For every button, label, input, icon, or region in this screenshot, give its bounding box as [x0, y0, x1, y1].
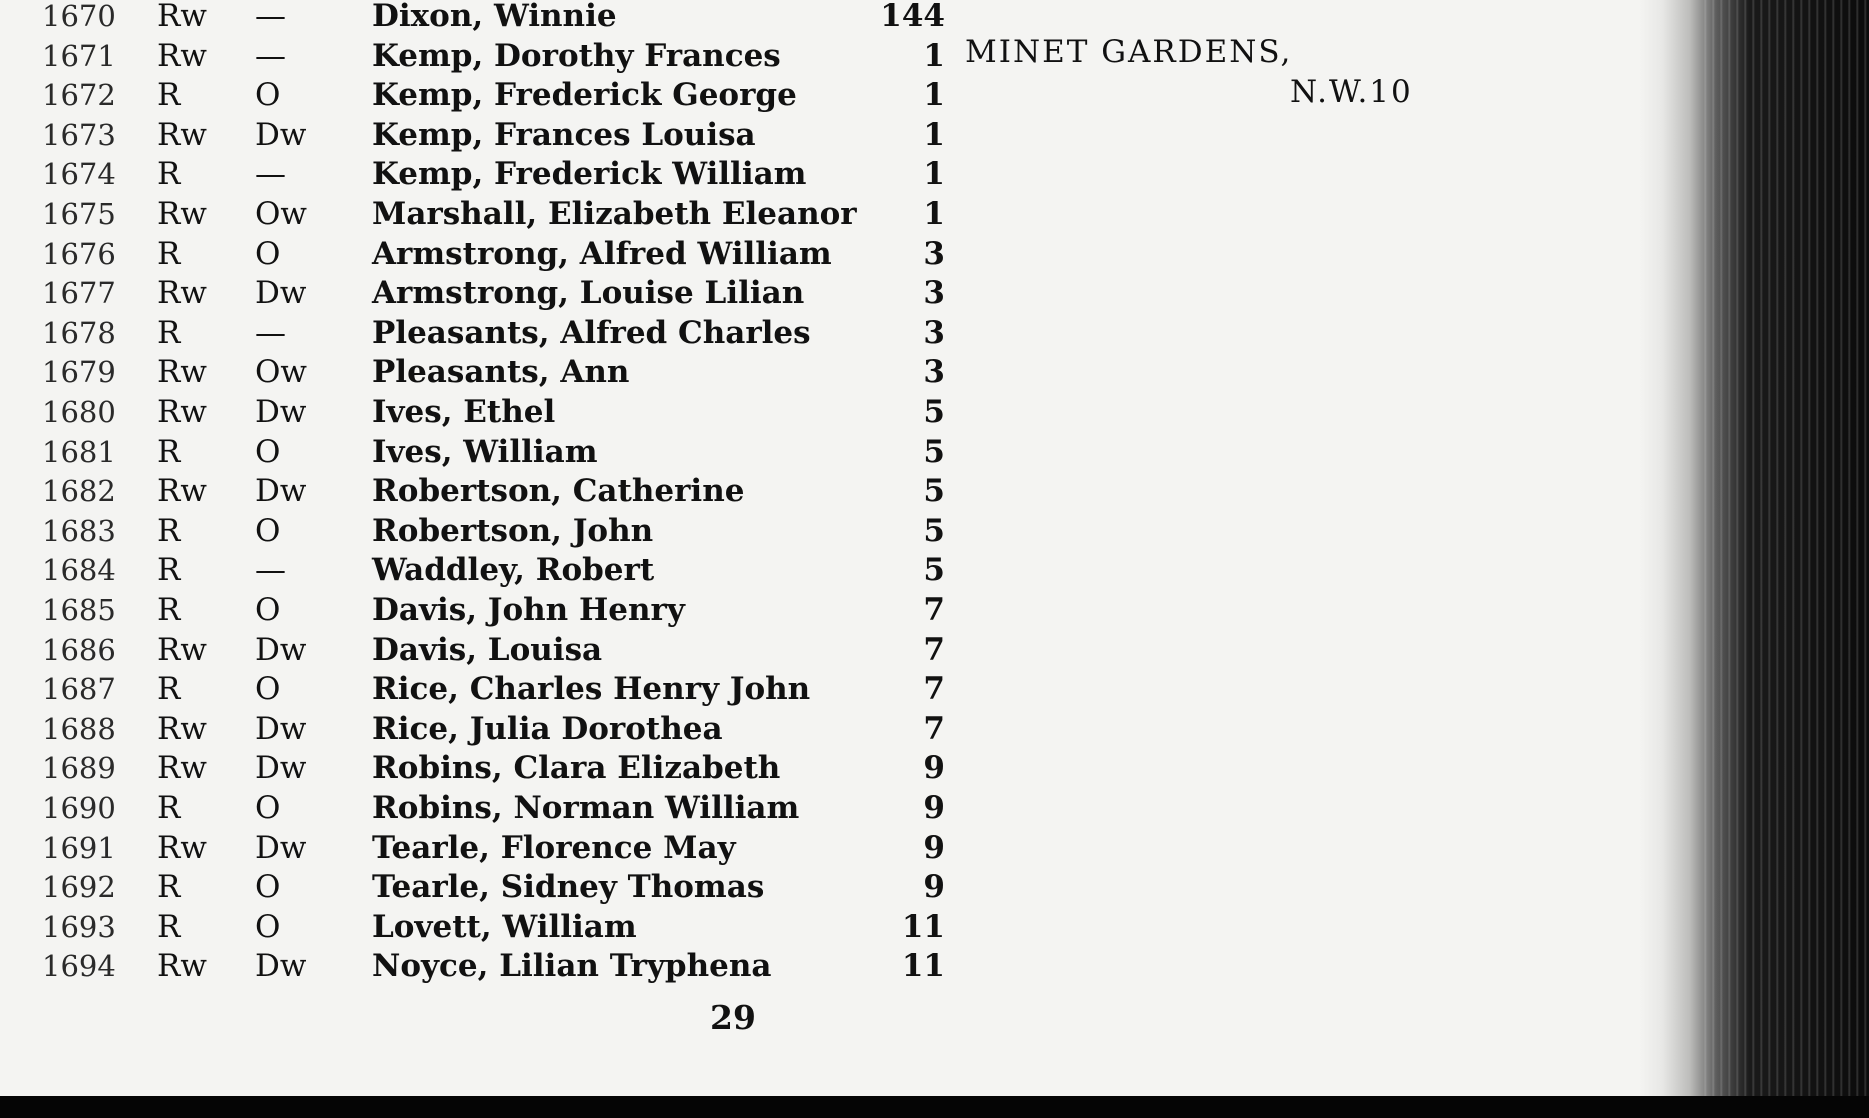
elector-number: 1685 — [42, 593, 116, 627]
register-entry — [0, 234, 1640, 274]
qualification-occupation: O — [255, 790, 281, 826]
elector-name: Marshall, Elizabeth Eleanor — [372, 196, 857, 232]
house-number: 9 — [923, 790, 945, 826]
qualification-residence: Rw — [157, 948, 207, 985]
elector-number: 1676 — [42, 236, 116, 271]
register-entry — [0, 550, 1640, 590]
elector-name: Ives, Ethel — [372, 394, 556, 430]
elector-name: Armstrong, Louise Lilian — [372, 275, 805, 312]
house-number: 7 — [923, 710, 945, 747]
elector-number: 1671 — [42, 38, 116, 73]
elector-name: Kemp, Dorothy Frances — [372, 37, 781, 74]
qualification-residence: Rw — [157, 354, 207, 391]
register-entry — [0, 867, 1640, 907]
page-edges — [1699, 0, 1869, 1118]
elector-name: Robertson, Catherine — [372, 473, 745, 510]
elector-name: Davis, Louisa — [372, 631, 603, 668]
qualification-occupation: O — [255, 671, 281, 708]
register-entry — [0, 748, 1640, 788]
elector-name: Robertson, John — [372, 512, 654, 549]
elector-name: Rice, Charles Henry John — [372, 671, 811, 708]
elector-number: 1672 — [42, 78, 116, 113]
register-entry — [0, 709, 1640, 749]
house-number: 3 — [923, 354, 945, 391]
qualification-residence: R — [157, 671, 181, 708]
house-number: 9 — [923, 829, 945, 866]
qualification-residence: R — [157, 592, 181, 628]
house-number: 5 — [923, 473, 945, 510]
elector-name: Pleasants, Alfred Charles — [372, 314, 811, 351]
house-number: 11 — [901, 948, 945, 985]
elector-number: 1686 — [42, 632, 116, 667]
qualification-residence: Rw — [157, 116, 207, 153]
qualification-occupation: Dw — [255, 710, 307, 747]
qualification-occupation: Dw — [255, 116, 307, 153]
qualification-residence: R — [157, 790, 181, 826]
qualification-occupation: O — [255, 908, 281, 945]
page-bottom-edge — [0, 1096, 1869, 1118]
register-entry — [0, 669, 1640, 709]
qualification-residence: Rw — [157, 750, 207, 787]
register-entry — [0, 115, 1640, 155]
qualification-residence: Rw — [157, 710, 207, 747]
elector-name: Davis, John Henry — [372, 592, 685, 628]
elector-number: 1681 — [42, 434, 116, 469]
register-entry — [0, 154, 1640, 194]
register-entry — [0, 946, 1640, 986]
qualification-occupation: Dw — [255, 473, 307, 510]
register-entry — [0, 630, 1640, 670]
qualification-residence: R — [157, 908, 181, 945]
house-number: 5 — [923, 512, 945, 549]
house-number: 11 — [901, 908, 945, 945]
elector-number: 1689 — [42, 751, 116, 786]
elector-number: 1684 — [42, 553, 116, 588]
elector-name: Robins, Clara Elizabeth — [372, 750, 781, 787]
house-number: 1 — [923, 156, 945, 193]
qualification-occupation: O — [255, 77, 281, 114]
house-number: 5 — [923, 433, 945, 470]
elector-number: 1675 — [42, 197, 116, 231]
elector-name: Kemp, Frances Louisa — [372, 116, 756, 153]
elector-name: Rice, Julia Dorothea — [372, 710, 723, 747]
elector-name: Noyce, Lilian Tryphena — [372, 948, 772, 985]
house-number: 1 — [923, 37, 945, 74]
house-number: 7 — [923, 671, 945, 708]
elector-name: Pleasants, Ann — [372, 354, 630, 391]
register-entry — [0, 788, 1640, 828]
house-number: 9 — [923, 750, 945, 787]
elector-name: Dixon, Winnie — [372, 0, 617, 34]
qualification-occupation: Dw — [255, 829, 307, 866]
house-number: 5 — [923, 552, 945, 589]
house-number: 7 — [923, 592, 945, 628]
page-number: 29 — [710, 998, 756, 1037]
qualification-occupation: Dw — [255, 275, 307, 312]
house-number: 3 — [923, 314, 945, 351]
qualification-occupation: Ow — [255, 354, 307, 391]
register-entry — [0, 273, 1640, 313]
elector-name: Waddley, Robert — [372, 552, 655, 589]
house-number: 5 — [923, 394, 945, 430]
elector-name: Tearle, Florence May — [372, 829, 736, 866]
elector-number: 1679 — [42, 355, 116, 390]
street-district: N.W.10 — [1290, 74, 1413, 110]
qualification-residence: Rw — [157, 829, 207, 866]
elector-name: Kemp, Frederick George — [372, 77, 797, 114]
qualification-residence: R — [157, 77, 181, 114]
register-entry — [0, 352, 1640, 392]
register-entry — [0, 0, 1640, 36]
qualification-occupation: Dw — [255, 394, 307, 430]
qualification-residence: Rw — [157, 631, 207, 668]
qualification-residence: R — [157, 156, 181, 193]
elector-name: Armstrong, Alfred William — [372, 235, 832, 272]
register-entry — [0, 828, 1640, 868]
elector-number: 1683 — [42, 513, 116, 548]
register-entry — [0, 432, 1640, 472]
register-entry — [0, 313, 1640, 353]
house-number: 7 — [923, 631, 945, 668]
qualification-occupation: O — [255, 512, 281, 549]
register-entry — [0, 907, 1640, 947]
register-entry — [0, 75, 1640, 115]
house-number: 3 — [923, 235, 945, 272]
qualification-residence: Rw — [157, 0, 207, 34]
elector-number: 1693 — [42, 909, 116, 944]
house-number: 1 — [923, 77, 945, 114]
qualification-residence: Rw — [157, 394, 207, 430]
elector-number: 1674 — [42, 157, 116, 192]
elector-name: Lovett, William — [372, 908, 637, 945]
register-entry — [0, 36, 1640, 76]
qualification-residence: R — [157, 235, 181, 272]
register-entry — [0, 511, 1640, 551]
qualification-residence: R — [157, 512, 181, 549]
elector-name: Kemp, Frederick William — [372, 156, 807, 193]
elector-number: 1690 — [42, 791, 116, 825]
qualification-residence: R — [157, 314, 181, 351]
qualification-occupation: Dw — [255, 750, 307, 787]
qualification-occupation: Dw — [255, 948, 307, 985]
elector-number: 1670 — [42, 0, 116, 33]
qualification-residence: Rw — [157, 37, 207, 74]
house-number: 1 — [923, 196, 945, 232]
qualification-residence: R — [157, 433, 181, 470]
qualification-occupation: Dw — [255, 631, 307, 668]
qualification-occupation: Ow — [255, 196, 307, 232]
qualification-occupation: — — [255, 156, 286, 193]
qualification-occupation: O — [255, 433, 281, 470]
elector-number: 1687 — [42, 672, 116, 707]
qualification-residence: Rw — [157, 275, 207, 312]
qualification-residence: Rw — [157, 473, 207, 510]
house-number: 1 — [923, 116, 945, 153]
qualification-occupation: O — [255, 869, 281, 906]
elector-number: 1677 — [42, 276, 116, 311]
elector-number: 1680 — [42, 395, 116, 429]
qualification-occupation: — — [255, 552, 286, 589]
house-number: 9 — [923, 869, 945, 906]
elector-number: 1688 — [42, 711, 116, 746]
qualification-occupation: O — [255, 592, 281, 628]
qualification-occupation: — — [255, 37, 286, 74]
register-entry — [0, 194, 1640, 234]
qualification-occupation: O — [255, 235, 281, 272]
qualification-residence: Rw — [157, 196, 207, 232]
qualification-occupation: — — [255, 314, 286, 351]
elector-number: 1673 — [42, 117, 116, 152]
register-entry — [0, 392, 1640, 432]
street-name: MINET GARDENS, — [965, 34, 1293, 70]
qualification-residence: R — [157, 552, 181, 589]
house-number: 144 — [880, 0, 945, 34]
elector-name: Robins, Norman William — [372, 790, 800, 826]
register-entry — [0, 471, 1640, 511]
qualification-residence: R — [157, 869, 181, 906]
elector-number: 1692 — [42, 870, 116, 905]
house-number: 3 — [923, 275, 945, 312]
register-entry — [0, 590, 1640, 630]
elector-number: 1678 — [42, 315, 116, 350]
elector-number: 1691 — [42, 830, 116, 865]
elector-name: Ives, William — [372, 433, 598, 470]
elector-name: Tearle, Sidney Thomas — [372, 869, 765, 906]
qualification-occupation: — — [255, 0, 286, 34]
elector-number: 1694 — [42, 949, 116, 984]
elector-number: 1682 — [42, 474, 116, 509]
